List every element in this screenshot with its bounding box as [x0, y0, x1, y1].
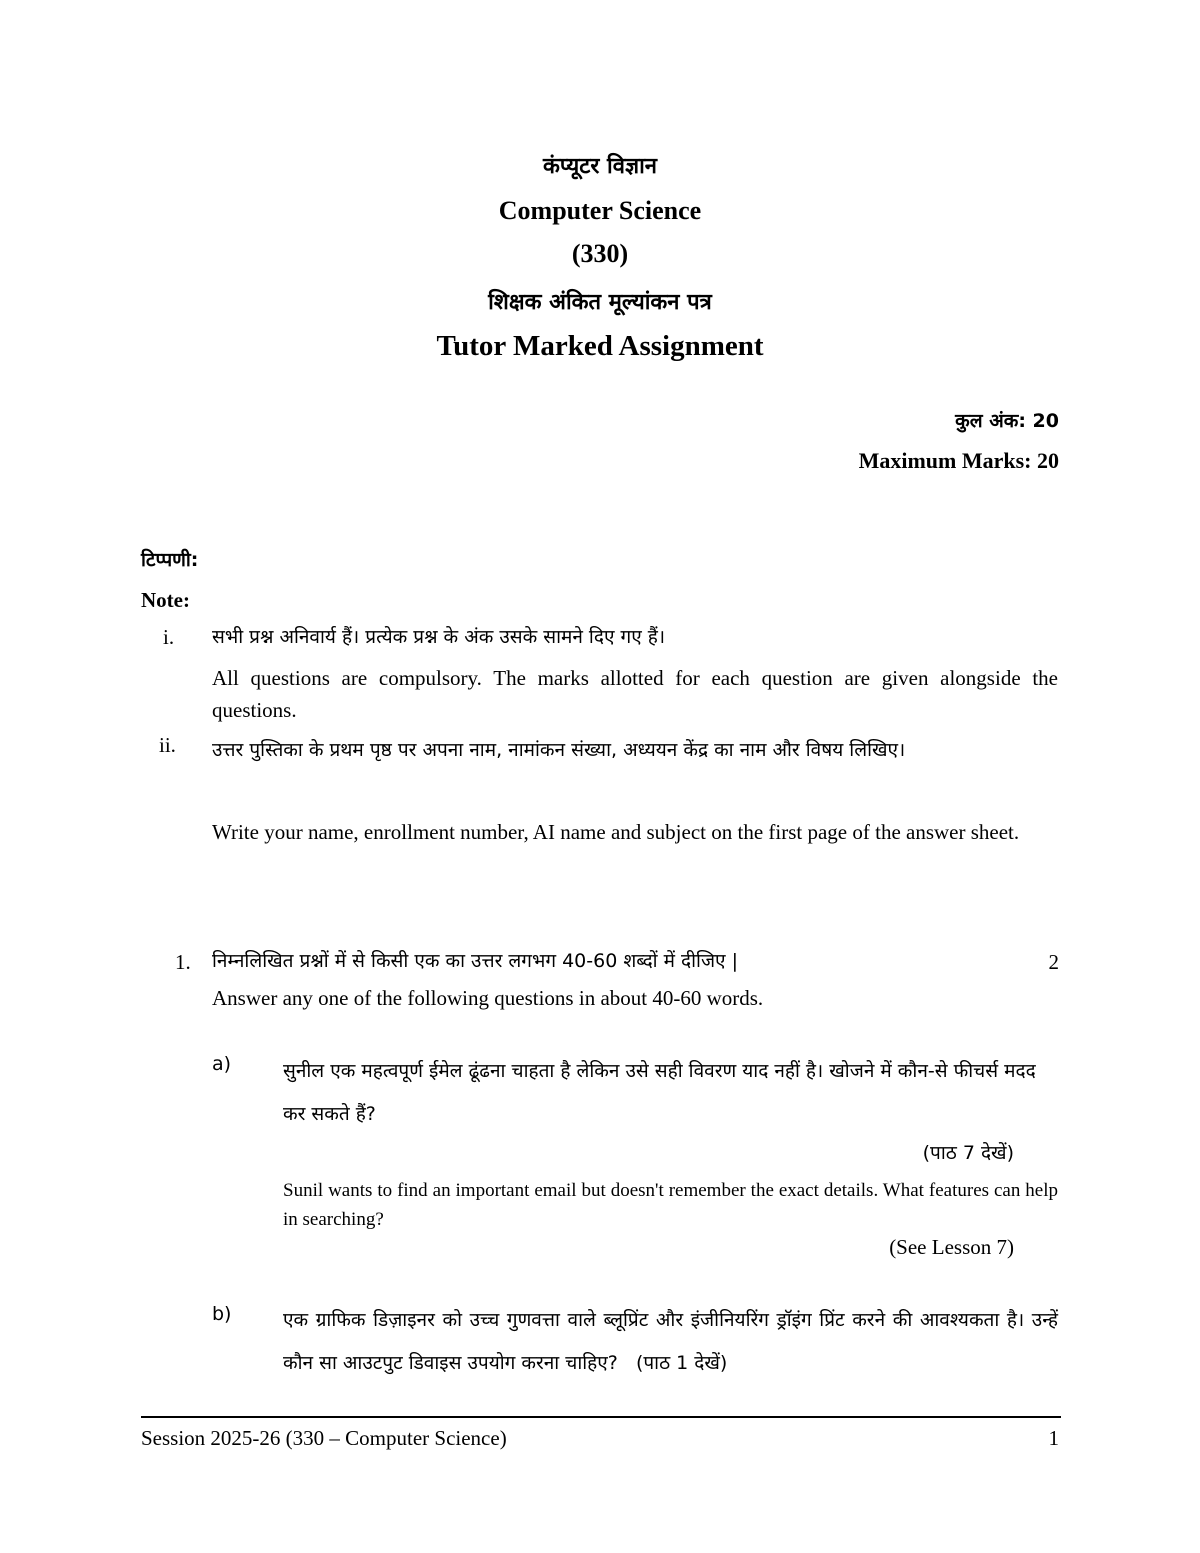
part-hindi-text: सुनील एक महत्वपूर्ण ईमेल ढूंढना चाहता है लेकिन उसे सही विवरण याद नहीं है। खोजने में कौन-से फीचर्स मदद कर सकते हैं?: [283, 1060, 1036, 1125]
question-marks: 2: [1048, 950, 1059, 974]
note-english-text: Write your name, enrollment number, AI name and subject on the first page of the answer sheet.: [212, 820, 1020, 844]
subject-code: (330): [571, 239, 629, 268]
part-english-text: Sunil wants to find an important email but doesn't remember the exact details. What features can help in searching?: [283, 1180, 1058, 1230]
part-label: b): [212, 1303, 232, 1325]
question-hindi-text: निम्नलिखित प्रश्नों में से किसी एक का उत्तर लगभग 40-60 शब्दों में दीजिए |: [212, 950, 738, 972]
part-label: a): [212, 1053, 232, 1075]
part-hindi-body: एक ग्राफिक डिज़ाइनर को उच्च गुणवत्ता वाले ब्लूप्रिंट और इंजीनियरिंग ड्रॉइंग प्रिंट करने की आवश्यकता है। उन्हें कौन सा आउटपुट डिवाइस उपयोग करना चाहिए?: [283, 1309, 1058, 1374]
note-english-text: All questions are compulsory. The marks allotted for each question are given alongside the questions.: [212, 666, 1058, 722]
footer-divider: [141, 1416, 1061, 1418]
assignment-title: Tutor Marked Assignment: [436, 330, 764, 362]
hindi-subject-title: कंप्यूटर विज्ञान: [543, 154, 657, 179]
hindi-assignment-title: शिक्षक अंकित मूल्यांकन पत्र: [488, 290, 712, 315]
note-numeral: i.: [163, 625, 175, 649]
subject-title: Computer Science: [498, 196, 702, 225]
hindi-note-heading: टिप्पणी:: [141, 549, 199, 571]
question-english-text: Answer any one of the following questions in about 40-60 words.: [212, 986, 764, 1010]
note-heading: Note:: [141, 588, 190, 612]
note-hindi-text: उत्तर पुस्तिका के प्रथम पृष्ठ पर अपना नाम, नामांकन संख्या, अध्ययन केंद्र का नाम और विषय लिखिए।: [212, 739, 906, 761]
lesson-reference: (पाठ 1 देखें): [635, 1352, 728, 1374]
question-number: 1.: [175, 950, 191, 974]
hindi-max-marks: कुल अंक: 20: [955, 410, 1059, 432]
page-number: 1: [1048, 1426, 1059, 1450]
part-hindi-text: [283, 1299, 1058, 1385]
note-hindi-text: सभी प्रश्न अनिवार्य हैं। प्रत्येक प्रश्न के अंक उसके सामने दिए गए हैं।: [212, 626, 666, 648]
note-numeral: ii.: [159, 733, 176, 757]
max-marks: Maximum Marks: 20: [858, 448, 1059, 473]
footer-session: Session 2025-26 (330 – Computer Science): [141, 1426, 507, 1450]
lesson-reference: (See Lesson 7): [889, 1235, 1014, 1259]
lesson-reference: (पाठ 7 देखें): [922, 1142, 1014, 1164]
